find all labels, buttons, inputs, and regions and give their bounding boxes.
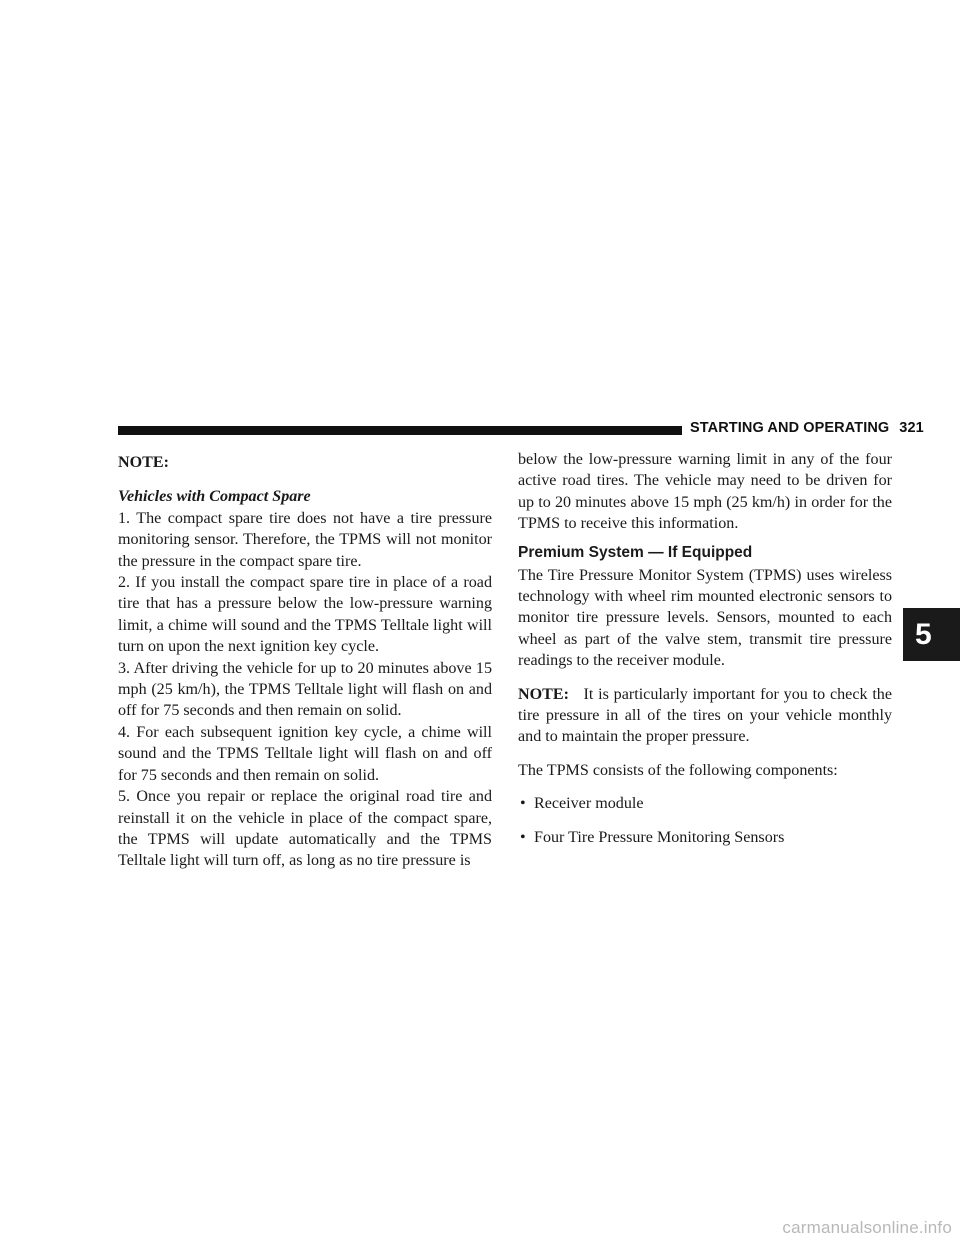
header-rule <box>118 426 682 435</box>
components-intro: The TPMS consists of the following components: <box>518 761 838 779</box>
bullet-text: Receiver module <box>534 795 644 813</box>
continuation-paragraph: below the low-pressure warning limit in any of the four active road tires. The vehicle may need to be driven for up to 20 minutes above 15 mph (25 km/h) in order for the TPMS to receive this information. <box>518 451 892 533</box>
note-text: It is particularly important for you to check the tire pressure in all of the tires on your vehicle monthly and to maintain the proper pressure. <box>518 685 892 746</box>
bullet-icon: • <box>520 795 526 813</box>
list-item: 3. After driving the vehicle for up to 20 minutes above 15 mph (25 km/h), the TPMS Telltale light will flash on and off for 75 seconds and then remain on solid. <box>118 659 492 720</box>
list-item <box>518 827 892 848</box>
note-label: NOTE: <box>118 454 169 471</box>
running-header <box>690 420 924 436</box>
page-number: 321 <box>899 420 924 436</box>
list-item: 2. If you install the compact spare tire in place of a road tire that has a pressure below the low-pressure warning limit, a chime will sound and the TPMS Telltale light will turn on upon the next ignition key cycle. <box>118 574 492 656</box>
note-paragraph <box>518 684 892 748</box>
watermark: carmanualsonline.info <box>782 1218 952 1237</box>
section-heading: Premium System — If Equipped <box>518 543 753 561</box>
list-item <box>518 793 892 814</box>
subheading-compact-spare: Vehicles with Compact Spare <box>118 488 311 506</box>
chapter-tab: 5 <box>903 608 960 661</box>
intro-paragraph: The Tire Pressure Monitor System (TPMS) uses wireless technology with wheel rim mounted electronic sensors to monitor tire pressure levels. Sensors, mounted to each wheel as part of the valve stem, transmit tire pressure readings to the receiver module. <box>518 566 892 670</box>
section-title: STARTING AND OPERATING <box>690 420 890 436</box>
right-column <box>518 449 892 848</box>
note-label: NOTE: <box>518 685 569 703</box>
bullet-text: Four Tire Pressure Monitoring Sensors <box>534 828 785 846</box>
list-item: 5. Once you repair or replace the original road tire and reinstall it on the vehicle in place of the compact spare, the TPMS will update automatically and the TPMS Telltale light will turn off, as long as no tire pressure is <box>118 788 492 870</box>
left-column <box>118 452 492 872</box>
list-item: 4. For each subsequent ignition key cycle, a chime will sound and the TPMS Telltale light will flash on and off for 75 seconds and then remain on solid. <box>118 723 492 784</box>
list-item: 1. The compact spare tire does not have a tire pressure monitoring sensor. Therefore, the TPMS will not monitor the pressure in the compact spare tire. <box>118 509 492 570</box>
bullet-icon: • <box>520 828 526 846</box>
